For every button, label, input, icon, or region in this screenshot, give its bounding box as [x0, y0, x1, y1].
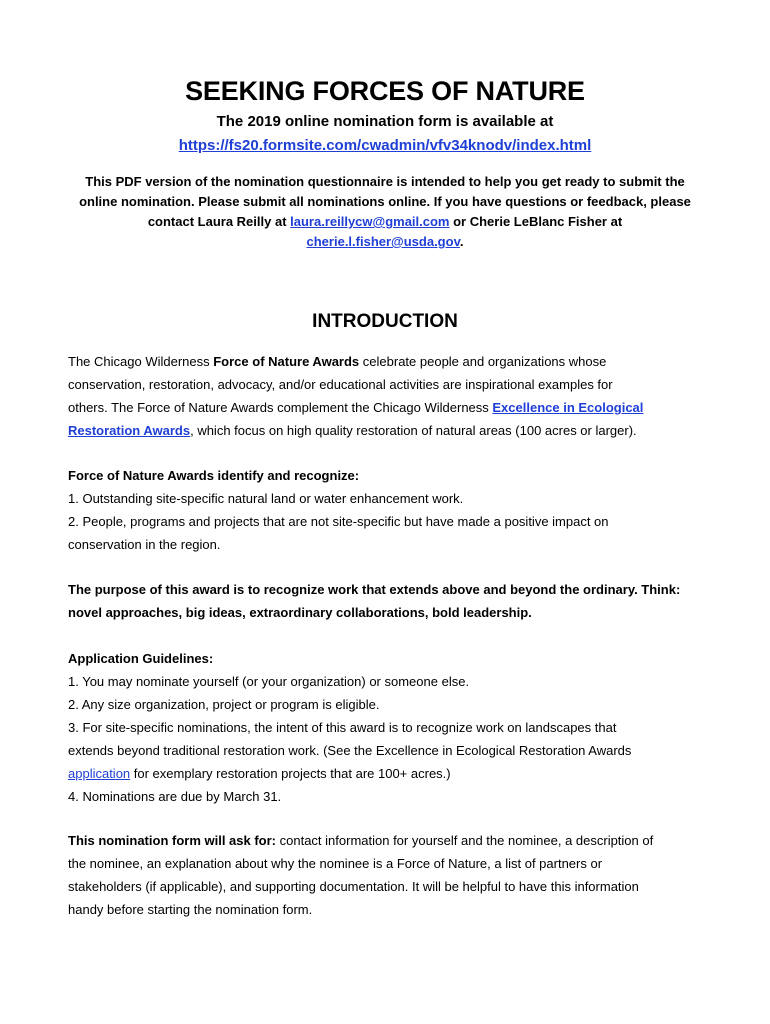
text: , which focus on high quality restoration of natural areas (100 acres or larger). [190, 423, 637, 438]
text-line: stakeholders (if applicable), and supporting documentation. It will be helpful to have this information [68, 879, 639, 894]
excellence-awards-link[interactable]: Excellence in Ecological [492, 400, 644, 415]
page-title: SEEKING FORCES OF NATURE [185, 76, 585, 106]
section-heading-introduction: INTRODUCTION [312, 311, 458, 332]
excellence-awards-link[interactable]: Restoration Awards [68, 423, 191, 438]
list-item: 1. You may nominate yourself (or your organization) or someone else. [68, 674, 470, 689]
notice-text: or Cherie LeBlanc Fisher at [449, 214, 623, 229]
notice-paragraph [66, 172, 704, 252]
guidelines-section [68, 647, 708, 808]
list-item: 2. Any size organization, project or program is eligible. [68, 697, 380, 712]
application-link[interactable]: application [68, 766, 131, 781]
text-line: handy before starting the nomination form. [68, 902, 313, 917]
text: for exemplary restoration projects that are 100+ acres.) [130, 766, 451, 781]
form-info-label: This nomination form will ask for: [68, 833, 277, 848]
email-link-cherie[interactable]: cherie.l.fisher@usda.gov [306, 234, 460, 249]
notice-text: contact Laura Reilly at [147, 214, 291, 229]
guidelines-heading: Application Guidelines: [68, 651, 214, 666]
text-line [68, 829, 708, 852]
text-line: conservation, restoration, advocacy, and/or educational activities are inspirational examples for [68, 377, 613, 392]
form-url-line [0, 137, 770, 154]
text: celebrate people and organizations whose [359, 354, 607, 369]
text: others. The Force of Nature Awards complement the Chicago Wilderness [68, 400, 493, 415]
text: The Chicago Wilderness [68, 354, 214, 369]
notice-line: This PDF version of the nomination questionnaire is intended to help you get ready to submit the [85, 174, 685, 189]
form-info-paragraph [68, 829, 708, 921]
form-url-link[interactable]: https://fs20.formsite.com/cwadmin/vfv34knodv/index.html [178, 137, 592, 154]
award-name: Force of Nature Awards [213, 354, 360, 369]
subtitle: The 2019 online nomination form is available at [216, 113, 554, 130]
notice-text: . [459, 234, 464, 249]
list-item-continued: conservation in the region. [68, 537, 221, 552]
identify-section [68, 464, 708, 556]
list-item: 4. Nominations are due by March 31. [68, 789, 282, 804]
list-item-continued: extends beyond traditional restoration work. (See the Excellence in Ecological Restoration Awards [68, 743, 632, 758]
list-item: 3. For site-specific nominations, the intent of this award is to recognize work on landscapes that [68, 720, 617, 735]
text-line [68, 419, 708, 442]
text-line: the nominee, an explanation about why the nominee is a Force of Nature, a list of partners or [68, 856, 603, 871]
text: contact information for yourself and the nominee, a description of [276, 833, 654, 848]
notice-line [66, 212, 704, 232]
email-link-laura[interactable]: laura.reillycw@gmail.com [290, 214, 450, 229]
purpose-paragraph [68, 578, 708, 624]
notice-line: online nomination. Please submit all nominations online. If you have questions or feedback, please [79, 194, 691, 209]
list-item: 1. Outstanding site-specific natural land or water enhancement work. [68, 491, 464, 506]
list-item: 2. People, programs and projects that are not site-specific but have made a positive impact on [68, 514, 609, 529]
text-line [68, 350, 708, 373]
text-line [68, 396, 708, 419]
text-line: The purpose of this award is to recognize work that extends above and beyond the ordinary. Think: [68, 582, 681, 597]
notice-line [66, 232, 704, 252]
list-item-continued [68, 762, 708, 785]
identify-heading: Force of Nature Awards identify and recognize: [68, 468, 360, 483]
intro-paragraph [68, 350, 708, 442]
text-line: novel approaches, big ideas, extraordinary collaborations, bold leadership. [68, 605, 532, 620]
